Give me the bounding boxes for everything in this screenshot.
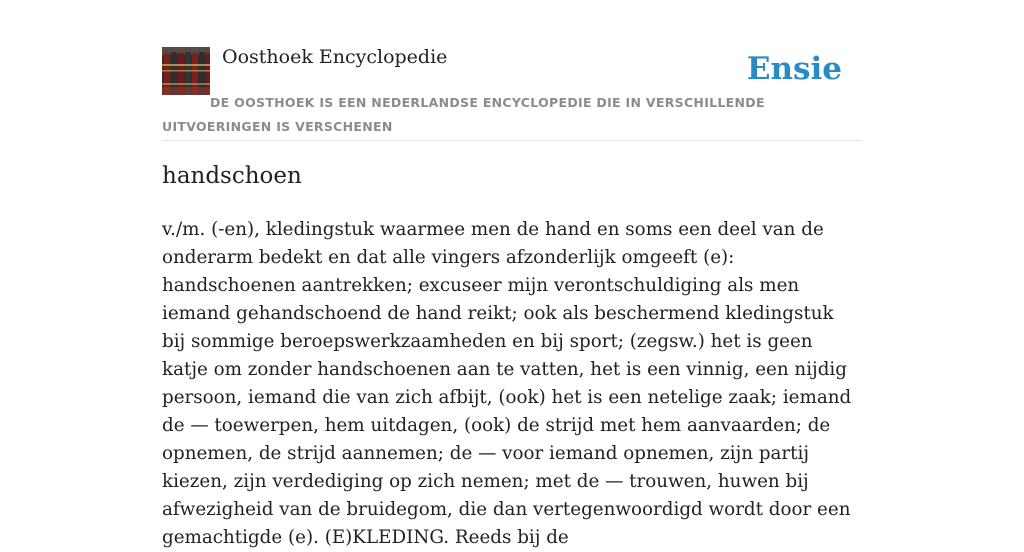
encyclopedia-books-icon[interactable] [162, 47, 210, 95]
site-title[interactable]: Oosthoek Encyclopedie [222, 46, 448, 68]
article-body: v./m. (-en), kledingstuk waarmee men de hand en soms een deel van de onderarm bedekt en dat alle vingers afzonderlijk omgeeft (e): handschoenen aantrekken; excuseer mijn verontschuldiging als men iemand gehandschoend de hand reikt; ook als beschermend kledingstuk bij sommige beroepswerkzaamheden en bij sport; (zegsw.) het is geen katje om zonder handschoenen aan te vatten, het is een vinnig, een nijdig persoon, iemand die van zich afbijt, (ook) het is een netelige zaak; iemand de — toewerpen, hem uitdagen, (ook) de strijd met hem aanvaarden; de opnemen, de strijd aannemen; de — voor iemand opnemen, zijn partij kiezen, zijn verdediging op zich nemen; met de — trouwen, huwen bij afwezigheid van de bruidegom, die dan vertegenwoordigd wordt door een gemachtigde (e). (E)KLEDING. Reeds bij de [162, 219, 852, 548]
site-header [162, 46, 862, 141]
site-tagline: DE OOSTHOEK IS EEN NEDERLANDSE ENCYCLOPEDIE DIE IN VERSCHILLENDE UITVOERINGEN IS VERSCHENEN [162, 95, 765, 134]
brand-logo[interactable]: Ensie [746, 51, 842, 87]
article-headword: handschoen [162, 163, 302, 189]
